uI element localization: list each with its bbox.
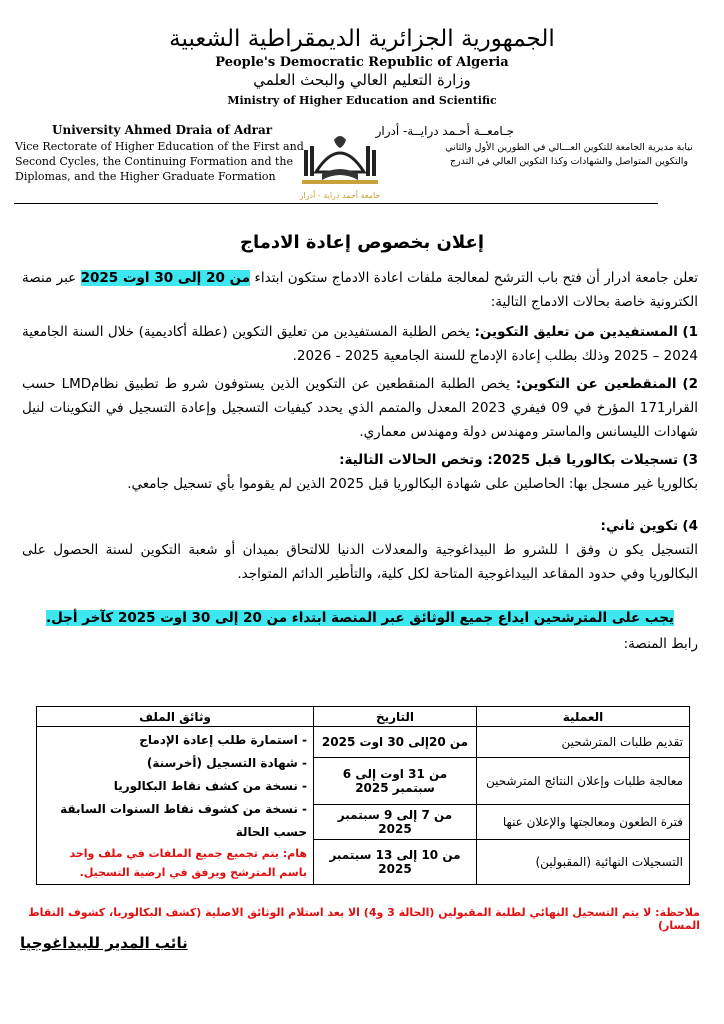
document-item: - استمارة طلب إعادة الإدماج xyxy=(139,733,307,747)
list-item xyxy=(22,514,698,586)
republic-en: People's Democratic Republic of Algeria xyxy=(215,55,509,70)
university-en: University Ahmed Draia of Adrar xyxy=(52,123,273,137)
announcement-body xyxy=(22,266,698,656)
logo-text: جامعة أحمد دراية - أدرار xyxy=(299,191,381,200)
vice-en-line-1: Vice Rectorate of Higher Education of the First and xyxy=(15,140,304,153)
col-header-date: التاريخ xyxy=(314,707,477,727)
date-cell: من 31 اوت إلى 6 سبتمبر 2025 xyxy=(314,757,477,805)
date-cell: من 20إلى 30 اوت 2025 xyxy=(314,727,477,758)
intro-text-2: عبر منصة الكترونية خاصة بحالات الادماج التالية: xyxy=(22,270,698,310)
schedule-table xyxy=(36,706,690,885)
intro-text-1: تعلن جامعة ادرار أن فتح باب الترشح لمعالجة ملفات اعادة الادماج ستكون ابتداء xyxy=(250,270,698,286)
vice-ar-line-1: نيابة مديرية الجامعة للتكوين العـــالي في الطورين الأول والثاني xyxy=(445,142,693,153)
platform-link-label: رابط المنصة: xyxy=(623,636,698,652)
operation-cell: فترة الطعون ومعالجتها والإعلان عنها xyxy=(477,805,690,839)
ministry-en: Ministry of Higher Education and Scientific xyxy=(227,94,497,107)
deadline-notice xyxy=(22,606,698,630)
document-item: - نسخة من كشف نقاط البكالوريا xyxy=(113,779,307,793)
operation-cell: التسجيلات النهائية (المقبولين) xyxy=(477,839,690,884)
date-cell: من 10 إلى 13 سبتمبر 2025 xyxy=(314,839,477,884)
important-note: هام: يتم تجميع جميع الملفات في ملف واحد باسم المترشح ويرفق في ارضية التسجيل. xyxy=(69,847,307,879)
republic-ar: الجمهورية الجزائرية الديمقراطية الشعبية xyxy=(169,26,555,52)
signature: نائب المدير للبيداغوجيا xyxy=(20,934,188,952)
date-cell: من 7 إلى 9 سبتمبر 2025 xyxy=(314,805,477,839)
intro-paragraph xyxy=(22,266,698,314)
item-number: 4) xyxy=(682,518,698,534)
col-header-documents: وثائق الملف xyxy=(37,707,314,727)
col-header-operation: العملية xyxy=(477,707,690,727)
schedule-table-wrap xyxy=(36,706,690,885)
vice-en-line-2: Second Cycles, the Continuing Formation and the xyxy=(15,155,294,168)
item-text: التسجيل يكو ن وفق ا للشرو ط البيداغوجية والمعدلات الدنيا للالتحاق بميدان أو شعبة التكوين لسنة الحصول على البكالوريا وفي حدود المقاعد البيداغوجية المتاحة لكل كلية، والتأطير الدائم المتواجد. xyxy=(22,542,698,582)
vice-rectorate-ar xyxy=(424,141,714,169)
operation-cell: تقديم طلبات المترشحين xyxy=(477,727,690,758)
final-note: ملاحظة: لا يتم التسجيل النهائي لطلبة المقبولين (الحالة 3 و4) الا بعد استلام الوثائق الاصلية (كشف البكالوريا، كشوف النقاط المسار) xyxy=(28,906,700,932)
item-heading: تسجيلات بكالوريا قبل 2025: وتخص الحالات التالية: xyxy=(339,452,679,468)
documents-cell xyxy=(37,727,314,885)
vice-ar-line-2: والتكوين المتواصل والشهادات وكذا التكوين العالي في التدرج xyxy=(449,156,689,167)
vice-rectorate-en xyxy=(15,139,304,184)
list-item xyxy=(22,448,698,496)
page-title: إعلان بخصوص إعادة الادماج xyxy=(239,232,485,253)
document-item: - شهادة التسجيل (أخرسنة) xyxy=(146,756,307,770)
item-text: يخص الطلبة المستفيدين من تعليق التكوين (عطلة أكاديمية) خلال السنة الجامعية 2024 – 2025 وذلك بطلب إعادة الإدماج للسنة الجامعية 2025 - 2026. xyxy=(22,324,698,364)
ministry-ar: وزارة التعليم العالي والبحث العلمي xyxy=(253,71,471,89)
table-row xyxy=(37,727,690,758)
operation-cell: معالجة طلبات وإعلان النتائج المترشحين xyxy=(477,757,690,805)
item-heading: المنقطعين عن التكوين: xyxy=(515,376,677,392)
item-number: 3) xyxy=(682,452,698,468)
university-logo xyxy=(298,128,382,204)
university-ar: جـامعــة أحـمد درايــة- أدرار xyxy=(375,124,514,138)
item-text: بكالوريا غير مسجل بها: الحاصلين على شهادة البكالوريا قبل 2025 الذين لم يقوموا بأي تسجيل جامعي. xyxy=(127,476,698,492)
list-item xyxy=(22,372,698,444)
list-item xyxy=(22,320,698,368)
vice-en-line-3: Diplomas, and the Higher Graduate Formation xyxy=(15,170,276,183)
item-text: يخص الطلبة المنقطعين عن التكوين الذين يستوفون شرو ط تطبيق نظامLMD حسب القرار171 المؤرخ في 09 فيفري 2023 المعدل والمتمم الذي يحدد كيفيات التسجيل وإعادة التسجيل في التكوينات لنيل شهادات الليسانس والماستر ومهندس دولة ومهندس معماري. xyxy=(22,376,698,440)
deadline-text: يجب على المترشحين ايداع جميع الوثائق عبر المنصة ابتداء من 20 إلى 30 اوت 2025 كآخر أجل. xyxy=(45,610,675,626)
intro-date-highlight: من 20 إلى 30 اوت 2025 xyxy=(80,270,251,286)
item-heading: تكوين ثاني: xyxy=(600,518,679,534)
item-number: 1) xyxy=(682,324,698,340)
header-divider xyxy=(14,203,658,204)
document-item: - نسخة من كشوف نقاط السنوات السابقة حسب الحالة xyxy=(60,802,307,839)
item-number: 2) xyxy=(682,376,698,392)
item-heading: المستفيدين من تعليق التكوين: xyxy=(474,324,678,340)
